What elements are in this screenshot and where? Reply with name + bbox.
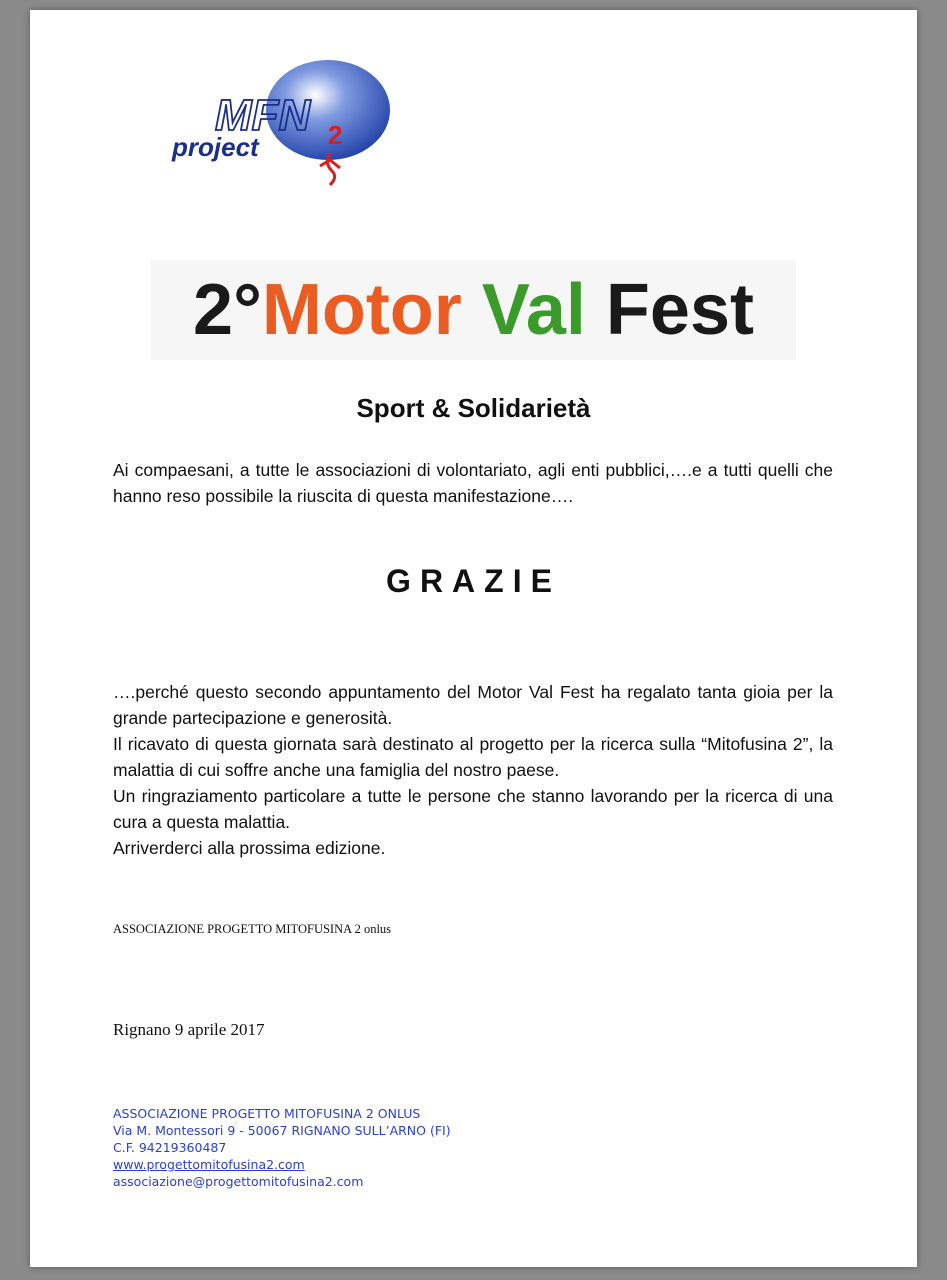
document-page	[30, 10, 917, 1267]
footer-tax-code: C.F. 94219360487	[113, 1140, 227, 1155]
banner-motor: Motor	[261, 270, 482, 350]
body-text	[113, 679, 833, 861]
footer-association-name: ASSOCIAZIONE PROGETTO MITOFUSINA 2 ONLUS	[113, 1106, 421, 1121]
footer-address: Via M. Montessori 9 - 50067 RIGNANO SULL’ARNO (FI)	[113, 1123, 451, 1138]
banner-number: 2°	[193, 270, 262, 350]
logo-brand: MFN	[215, 91, 311, 140]
banner-val: Val	[481, 270, 606, 350]
website-link[interactable]: www.progettomitofusina2.com	[113, 1157, 305, 1172]
event-banner	[151, 260, 796, 360]
subtitle: Sport & Solidarietà	[356, 393, 591, 423]
banner-fest: Fest	[605, 270, 754, 350]
association-signature: ASSOCIAZIONE PROGETTO MITOFUSINA 2 onlus	[113, 922, 392, 936]
body-paragraph-2: Il ricavato di questa giornata sarà destinato al progetto per la ricerca sulla “Mitofusina 2”, la malattia di cui soffre anche una famiglia del nostro paese.	[113, 734, 833, 780]
logo-tagline: project	[172, 132, 259, 162]
body-paragraph-3: Un ringraziamento particolare a tutte le persone che stanno lavorando per la ricerca di una cura a questa malattia.	[113, 786, 833, 832]
footer-contacts	[113, 1105, 451, 1190]
body-paragraph-1: ….perché questo secondo appuntamento del Motor Val Fest ha regalato tanta gioia per la grande partecipazione e generosità.	[113, 682, 833, 728]
thanks-heading: GRAZIE	[386, 563, 561, 599]
logo-sub: 2	[328, 120, 343, 150]
body-paragraph-4: Arriverderci alla prossima edizione.	[113, 838, 386, 858]
intro-paragraph: Ai compaesani, a tutte le associazioni di volontariato, agli enti pubblici,….e a tutti quelli che hanno reso possibile la riuscita di questa manifestazione….	[113, 460, 833, 506]
document-date: Rignano 9 aprile 2017	[113, 1020, 265, 1039]
footer-email[interactable]: associazione@progettomitofusina2.com	[113, 1174, 364, 1189]
mfn2-project-logo	[170, 58, 400, 193]
